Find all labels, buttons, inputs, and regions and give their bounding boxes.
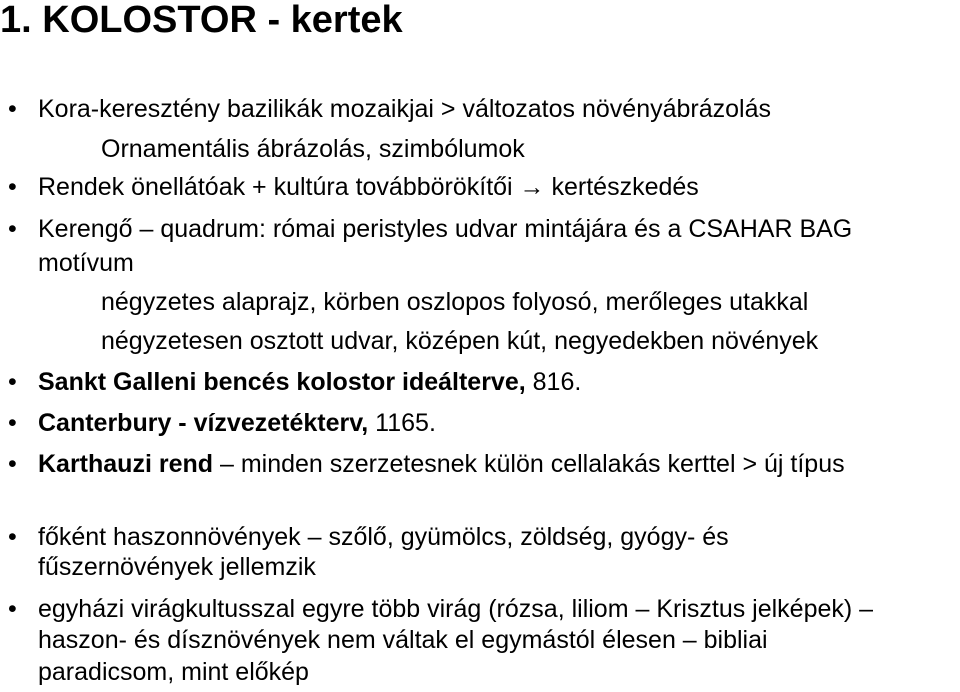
slide-title: 1. KOLOSTOR - kertek [0, 0, 403, 41]
text-line-8 [38, 367, 581, 397]
text-line-6: négyzetes alaprajz, körben oszlopos folyosó, merőleges utakkal [101, 288, 809, 316]
sankt-gallen-label: Sankt Galleni bencés kolostor ideálterve, [38, 368, 526, 396]
text-line-2: Ornamentális ábrázolás, szimbólumok [101, 135, 525, 163]
sankt-gallen-year: 816. [525, 368, 582, 396]
bullet-6: • [8, 450, 17, 478]
bullet-7: • [8, 523, 17, 551]
bullet-3: • [8, 215, 17, 243]
karthauzi-label: Karthauzi rend [38, 450, 214, 478]
canterbury-label: Canterbury - vízvezetékterv, [38, 409, 369, 437]
canterbury-year: 1165. [368, 409, 436, 437]
text-line-14: haszon- és dísznövények nem váltak el egymástól élesen – bibliai [38, 626, 768, 654]
bullet-5: • [8, 409, 17, 437]
text-line-5: motívum [38, 249, 134, 277]
text-line-9 [38, 408, 436, 438]
text-line-10 [38, 449, 845, 479]
bullet-1: • [8, 95, 17, 123]
karthauzi-text: – minden szerzetesnek külön cellalakás kerttel > új típus [213, 450, 845, 478]
bullet-4: • [8, 368, 17, 396]
text-line-1: Kora-keresztény bazilikák mozaikjai > változatos növényábrázolás [38, 95, 771, 123]
text-line-15: paradicsom, mint előkép [38, 658, 309, 686]
text-line-13: egyházi virágkultusszal egyre több virág (rózsa, liliom – Krisztus jelképek) – [38, 595, 874, 623]
text-line-11: főként haszonnövények – szőlő, gyümölcs, zöldség, gyógy- és [38, 523, 729, 551]
text-line-3: Rendek önellátóak + kultúra továbbörökítői → kertészkedés [38, 173, 699, 201]
bullet-2: • [8, 173, 17, 201]
text-line-4: Kerengő – quadrum: római peristyles udvar mintájára és a CSAHAR BAG [38, 215, 853, 243]
text-line-7: négyzetesen osztott udvar, középen kút, negyedekben növények [101, 327, 819, 355]
bullet-8: • [8, 595, 17, 623]
text-line-12: fűszernövények jellemzik [38, 553, 316, 581]
